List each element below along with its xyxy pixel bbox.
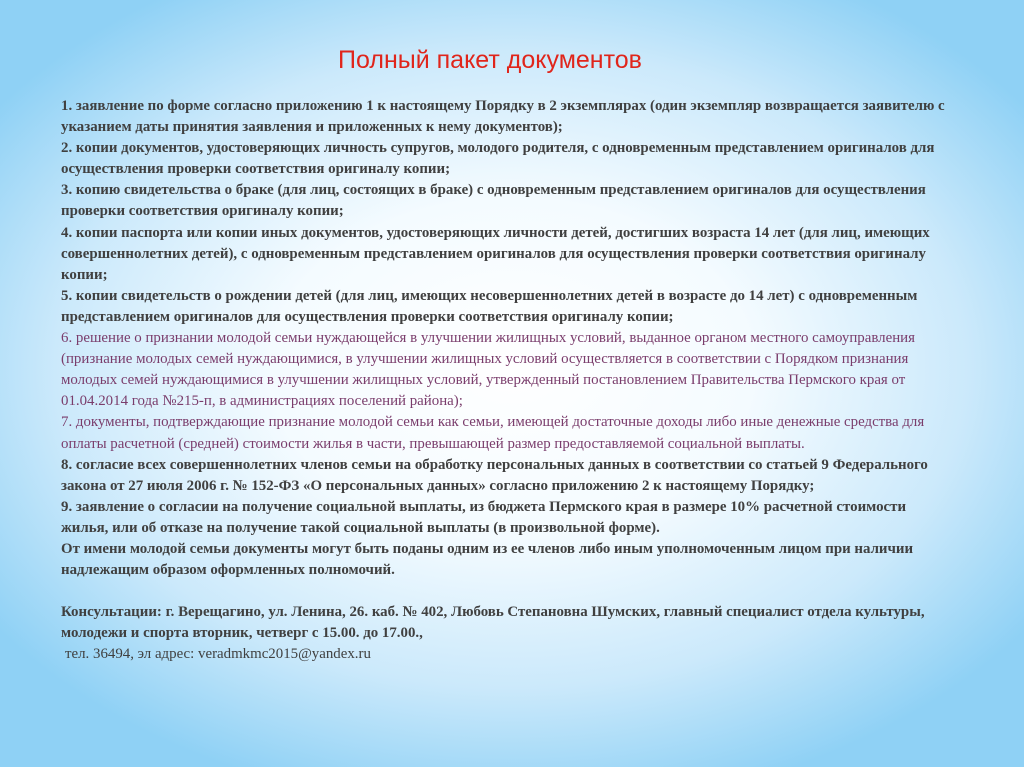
list-item-4: 4. копии паспорта или копии иных документов, удостоверяющих личности детей, достигших возраста 14 лет (для лиц, имеющих совершеннолетних детей), с одновременным представлением оригиналов для осуществления проверки соответствия оригиналу копии; bbox=[61, 224, 930, 283]
list-item-2: 2. копии документов, удостоверяющих личность супругов, молодого родителя, с одновременным представлением оригиналов для осуществления проверки соответствия оригиналу копии; bbox=[61, 140, 935, 178]
list-item-9: 9. заявление о согласии на получение социальной выплаты, из бюджета Пермского края в размере 10% расчетной стоимости жилья, или об отказе на получение такой социальной выплаты (в произвольной форме). bbox=[61, 498, 907, 536]
list-item-5: 5. копии свидетельств о рождении детей (для лиц, имеющих несовершеннолетних детей в возрасте до 14 лет) с одновременным представлением оригиналов для осуществления проверки соответствия оригиналу копии; bbox=[61, 287, 918, 325]
list-item-3: 3. копию свидетельства о браке (для лиц, состоящих в браке) с одновременным представлением оригиналов для осуществления проверки соответствия оригиналу копии; bbox=[61, 182, 926, 220]
contact-info: тел. 36494, эл адрес: veradmkmc2015@yandex.ru bbox=[65, 646, 371, 663]
list-item-7: 7. документы, подтверждающие признание молодой семьи как семьи, имеющей достаточные доходы либо иные денежные средства для оплаты расчетной (средней) стоимости жилья в части, превышающей размер предоставляемой социальной выплаты. bbox=[61, 414, 925, 452]
list-item-6: 6. решение о признании молодой семьи нуждающейся в улучшении жилищных условий, выданное органом местного самоуправления (признание молодых семей нуждающимися, в улучшении жилищных условий осуществляется в соответствии с Порядком признания молодых семей нуждающимися в улучшении жилищных условий, утвержденный постановлением Правительства Пермского края от 01.04.2014 года №215-п, в администрациях поселений района); bbox=[61, 330, 915, 410]
document-list bbox=[61, 96, 946, 665]
page-title: Полный пакет документов bbox=[338, 46, 642, 74]
submission-note: От имени молодой семьи документы могут быть поданы одним из ее членов либо иным уполномоченным лицом при наличии надлежащим образом оформленных полномочий. bbox=[61, 540, 914, 579]
list-item-8: 8. согласие всех совершеннолетних членов семьи на обработку персональных данных в соответствии со статьей 9 Федерального закона от 27 июля 2006 г. № 152-ФЗ «О персональных данных» согласно приложению 2 к настоящему Порядку; bbox=[61, 456, 928, 494]
list-item-1: 1. заявление по форме согласно приложению 1 к настоящему Порядку в 2 экземплярах (один экземпляр возвращается заявителю с указанием даты принятия заявления и приложенных к нему документов); bbox=[61, 98, 945, 136]
consultation-info: Консультации: г. Верещагино, ул. Ленина, 26. каб. № 402, Любовь Степановна Шумских, главный специалист отдела культуры, молодежи и спорта вторник, четверг с 15.00. до 17.00., bbox=[61, 604, 925, 642]
